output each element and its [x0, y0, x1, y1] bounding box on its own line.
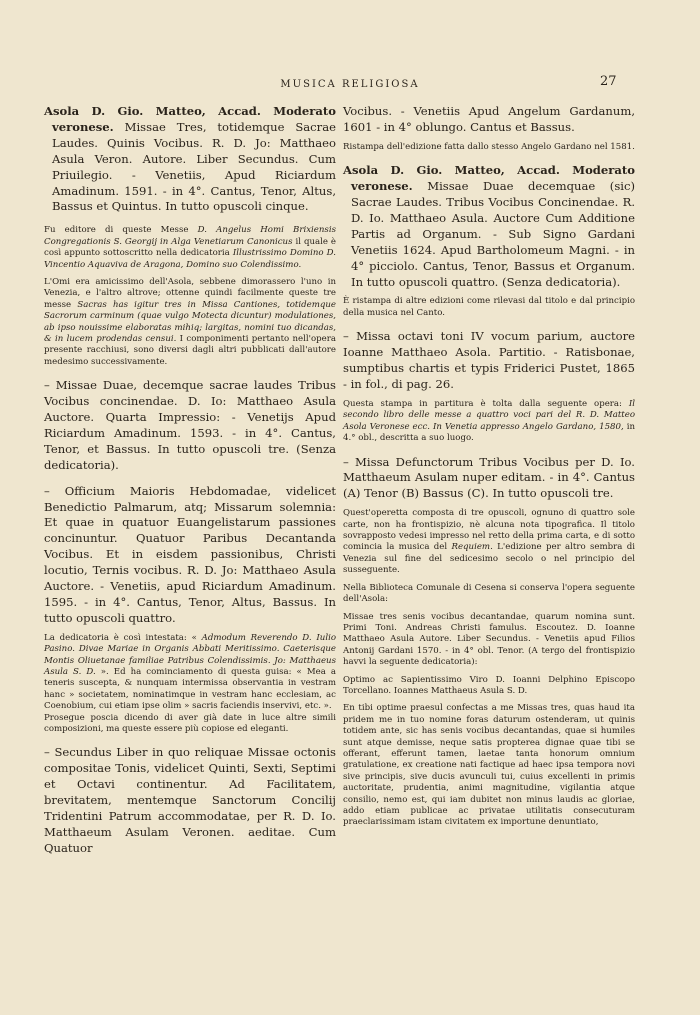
note-partitura: Questa stampa in partitura è tolta dalla seguente opera: Il secondo libro delle messe a quattro voci pari del R. D. Matteo Asola Veronese ecc. In Venetia appresso Angelo Gardano, 1580, in 4.° obl., descritta a suo luogo. [343, 398, 636, 444]
quote-dedication: Optimo ac Sapientissimo Viro D. Ioanni Delphino Episcopo Torcellano. Ioannes Matthaeus Asula S. D. [343, 674, 635, 696]
entry-author: Asola D. Gio. Matteo, Accad. Moderato veronese. [44, 104, 336, 134]
quote-en-tibi: En tibi optime praesul confectas a me Missas tres, quas haud ita pridem me in tuo nomine foras daturum ostenderam, ut quinis totidem ante, sic has senis vocibus decantandas, quae si humiles sunt atque demisse, neque satis propterea dignae quae tibi se offerant, efferunt tamen, laetae tanta honorum omnium gratulatione, ex creatione nati factique ad haec ipsa tempora novi sive principis, sive ducis avunculi tui, cuius excellenti in primis auctoritate, prudentia, animi magnitudine, vigilantia atque consilio, nemo est, qui iam dubitet non minus laudis ac gloriae, addo etiam publicae ac privatae utilitatis consecuturam praeclarissimam istam civitatem ex importune denuntiato, [343, 703, 635, 828]
entry-text: Missae Duae decemquae (sic) Sacrae Laudes. Tribus Vocibus Concinendae. R. D. Io. Matthaeo Asula. Auctore Cum Additione Partis ad Organum. - Sub Signo Gardani Venetiis 1624. Apud Bartholomeum Magni. - in 4° picciolo. Cantus, Tenor, Bassus et Organum. In tutto opuscoli quattro. (Senza dedicatoria). [351, 179, 635, 289]
note-ristampa: Ristampa dell'edizione fatta dallo stesso Angelo Gardano nel 1581. [343, 141, 635, 152]
page-number: 27 [600, 74, 617, 89]
note-omi: L'Omi era amicissimo dell'Asola, sebbene dimorassero l'uno in Venezia, e l'altro altrove; ottenne quindi facilmente queste tre messe Sacras has igitur tres in Missa Cantiones, totidemque Sacrorum carminum (quae vulgo Motecta dicuntur) modulationes, ab ipso nouissime elaboratas mihiq; largitas, nomini tuo dicandas, & in lucem prodendas censui. I componimenti pertanto nell'opera presente racchiusi, sono diversi dagli altri pubblicati dall'autore medesimo successivamente. [44, 276, 336, 367]
entry-missae-duae: – Missae Duae, decemque sacrae laudes Tribus Vocibus concinendae. D. Io: Matthaeo Asula Auctore. Quarta Impressio: - Venetijs Apud Riciardum Amadinum. 1593. - in 4°. Cantus, Tenor, et Bassus. In tutto opuscoli tre. (Senza dedicatoria). [44, 378, 336, 472]
entry-missa-defunctorum: – Missa Defunctorum Tribus Vocibus per D. Io. Matthaeum Asulam nuper editam. - in 4°. Cantus (A) Tenor (B) Bassus (C). In tutto opuscoli tre. [343, 454, 635, 501]
entry-missae-tres [44, 104, 336, 215]
note-prosegue: Prosegue poscia dicendo di aver già date in luce altre simili composizioni, ma queste essere più copiose ed eleganti. [44, 712, 336, 735]
quote-missae-tres: Missae tres senis vocibus decantandae, quarum nomina sunt. Primi Toni. Andreas Christi famulus. Escoutez. D. Ioanne Matthaeo Asula Autore. Liber Secundus. - Venetiis apud Filios Antonij Gardani 1570. - in 4° obl. Tenor. (A tergo del frontispizio havvi la seguente dedicatoria): [343, 611, 635, 668]
note-cesena: Nella Biblioteca Comunale di Cesena si conserva l'opera seguente dell'Asola: [343, 582, 635, 605]
left-column [44, 104, 336, 857]
note-ristampa-altre: È ristampa di altre edizioni come rilevasi dal titolo e dal principio della musica nel Canto. [343, 296, 635, 318]
entry-author: Asola D. Gio. Matteo, Accad. Moderato veronese. [343, 163, 635, 194]
note-dedicatoria: La dedicatoria è così intestata: « Admodum Reverendo D. Iulio Pasino. Divae Mariae in Organis Abbati Meritissimo. Caeterisque Montis Oliuetanae familiae Patribus Colendissimis. Jo: Matthaeus Asula S. D. ». Ed ha cominciamento di questa guisa: « Mea a teneris suscepta, & nunquam intermissa observantia in vestram hanc » societatem, nominatimque in vestram hanc ecclesiam, ac Coenobium, cui etiam ipse olim » sacris faciendis inservivi, etc. ». [44, 632, 336, 712]
note-editor: Fu editore di queste Messe D. Angelus Homi Brixiensis Congregationis S. Georgij in Alga Venetiarum Canonicus il quale è così appunto sottoscritto nella dedicatoria Illustrissimo Domino D. Vincentio Aquaviva de Aragona, Domino suo Colendissimo. [44, 225, 337, 270]
entry-text: Missae Tres, totidemque Sacrae Laudes. Quinis Vocibus. R. D. Jo: Matthaeo Asula Veron. Autore. Liber Secundus. Cum Priuilegio. - Venetiis, Apud Riciardum Amadinum. 1591. - in 4°. Cantus, Tenor, Altus, Bassus et Quintus. In tutto opuscoli cinque. [52, 119, 336, 214]
note-operetta: Quest'operetta composta di tre opuscoli, ognuno di quattro sole carte, non ha frontispizio, nè alcuna nota tipografica. Il titolo sovrapposto vedesi impresso nel retto della prima carta, e di sotto comincia la musica del Requiem. L'edizione per altro sembra di Venezia sul fine del sedicesimo secolo o nel principio del susseguente. [343, 508, 635, 576]
right-column [343, 104, 635, 829]
entry-continuation: Vocibus. - Venetiis Apud Angelum Gardanum, 1601 - in 4° oblungo. Cantus et Bassus. [343, 104, 635, 134]
entry-missae-duae-1624 [343, 163, 635, 290]
entry-missa-octavi-toni: – Missa octavi toni IV vocum parium, auctore Ioanne Matthaeo Asola. Partitio. - Ratisbonae, sumptibus chartis et typis Friderici Pustet, 1865 - in fol., di pag. 26. [343, 329, 635, 391]
running-head: MUSICA RELIGIOSA [280, 79, 420, 90]
entry-officium: – Officium Maioris Hebdomadae, videlicet Benedictio Palmarum, atq; Missarum solemnia: Et quae in quatuor Euangelistarum passiones concinuntur. Quatuor Paribus Decantanda Vocibus. Et in eisdem passionibus, Christi locutio, Ternis vocibus. R. D. Jo: Matthaeo Asula Auctore. - Venetiis, apud Riciardum Amadinum. 1595. - in 4°. Cantus, Tenor, Altus, Bassus. In tutto opuscoli quattro. [44, 483, 336, 625]
entry-secundus-liber: – Secundus Liber in quo reliquae Missae octonis compositae Tonis, videlicet Quinti, Sexti, Septimi et Octavi continentur. Ad Facilitatem, brevitatem, mentemque Sanctorum Concilij Tridentini Patrum accommodatae, per R. D. Io. Matthaeum Asulam Veronen. aeditae. Cum Quatuor [44, 745, 336, 855]
